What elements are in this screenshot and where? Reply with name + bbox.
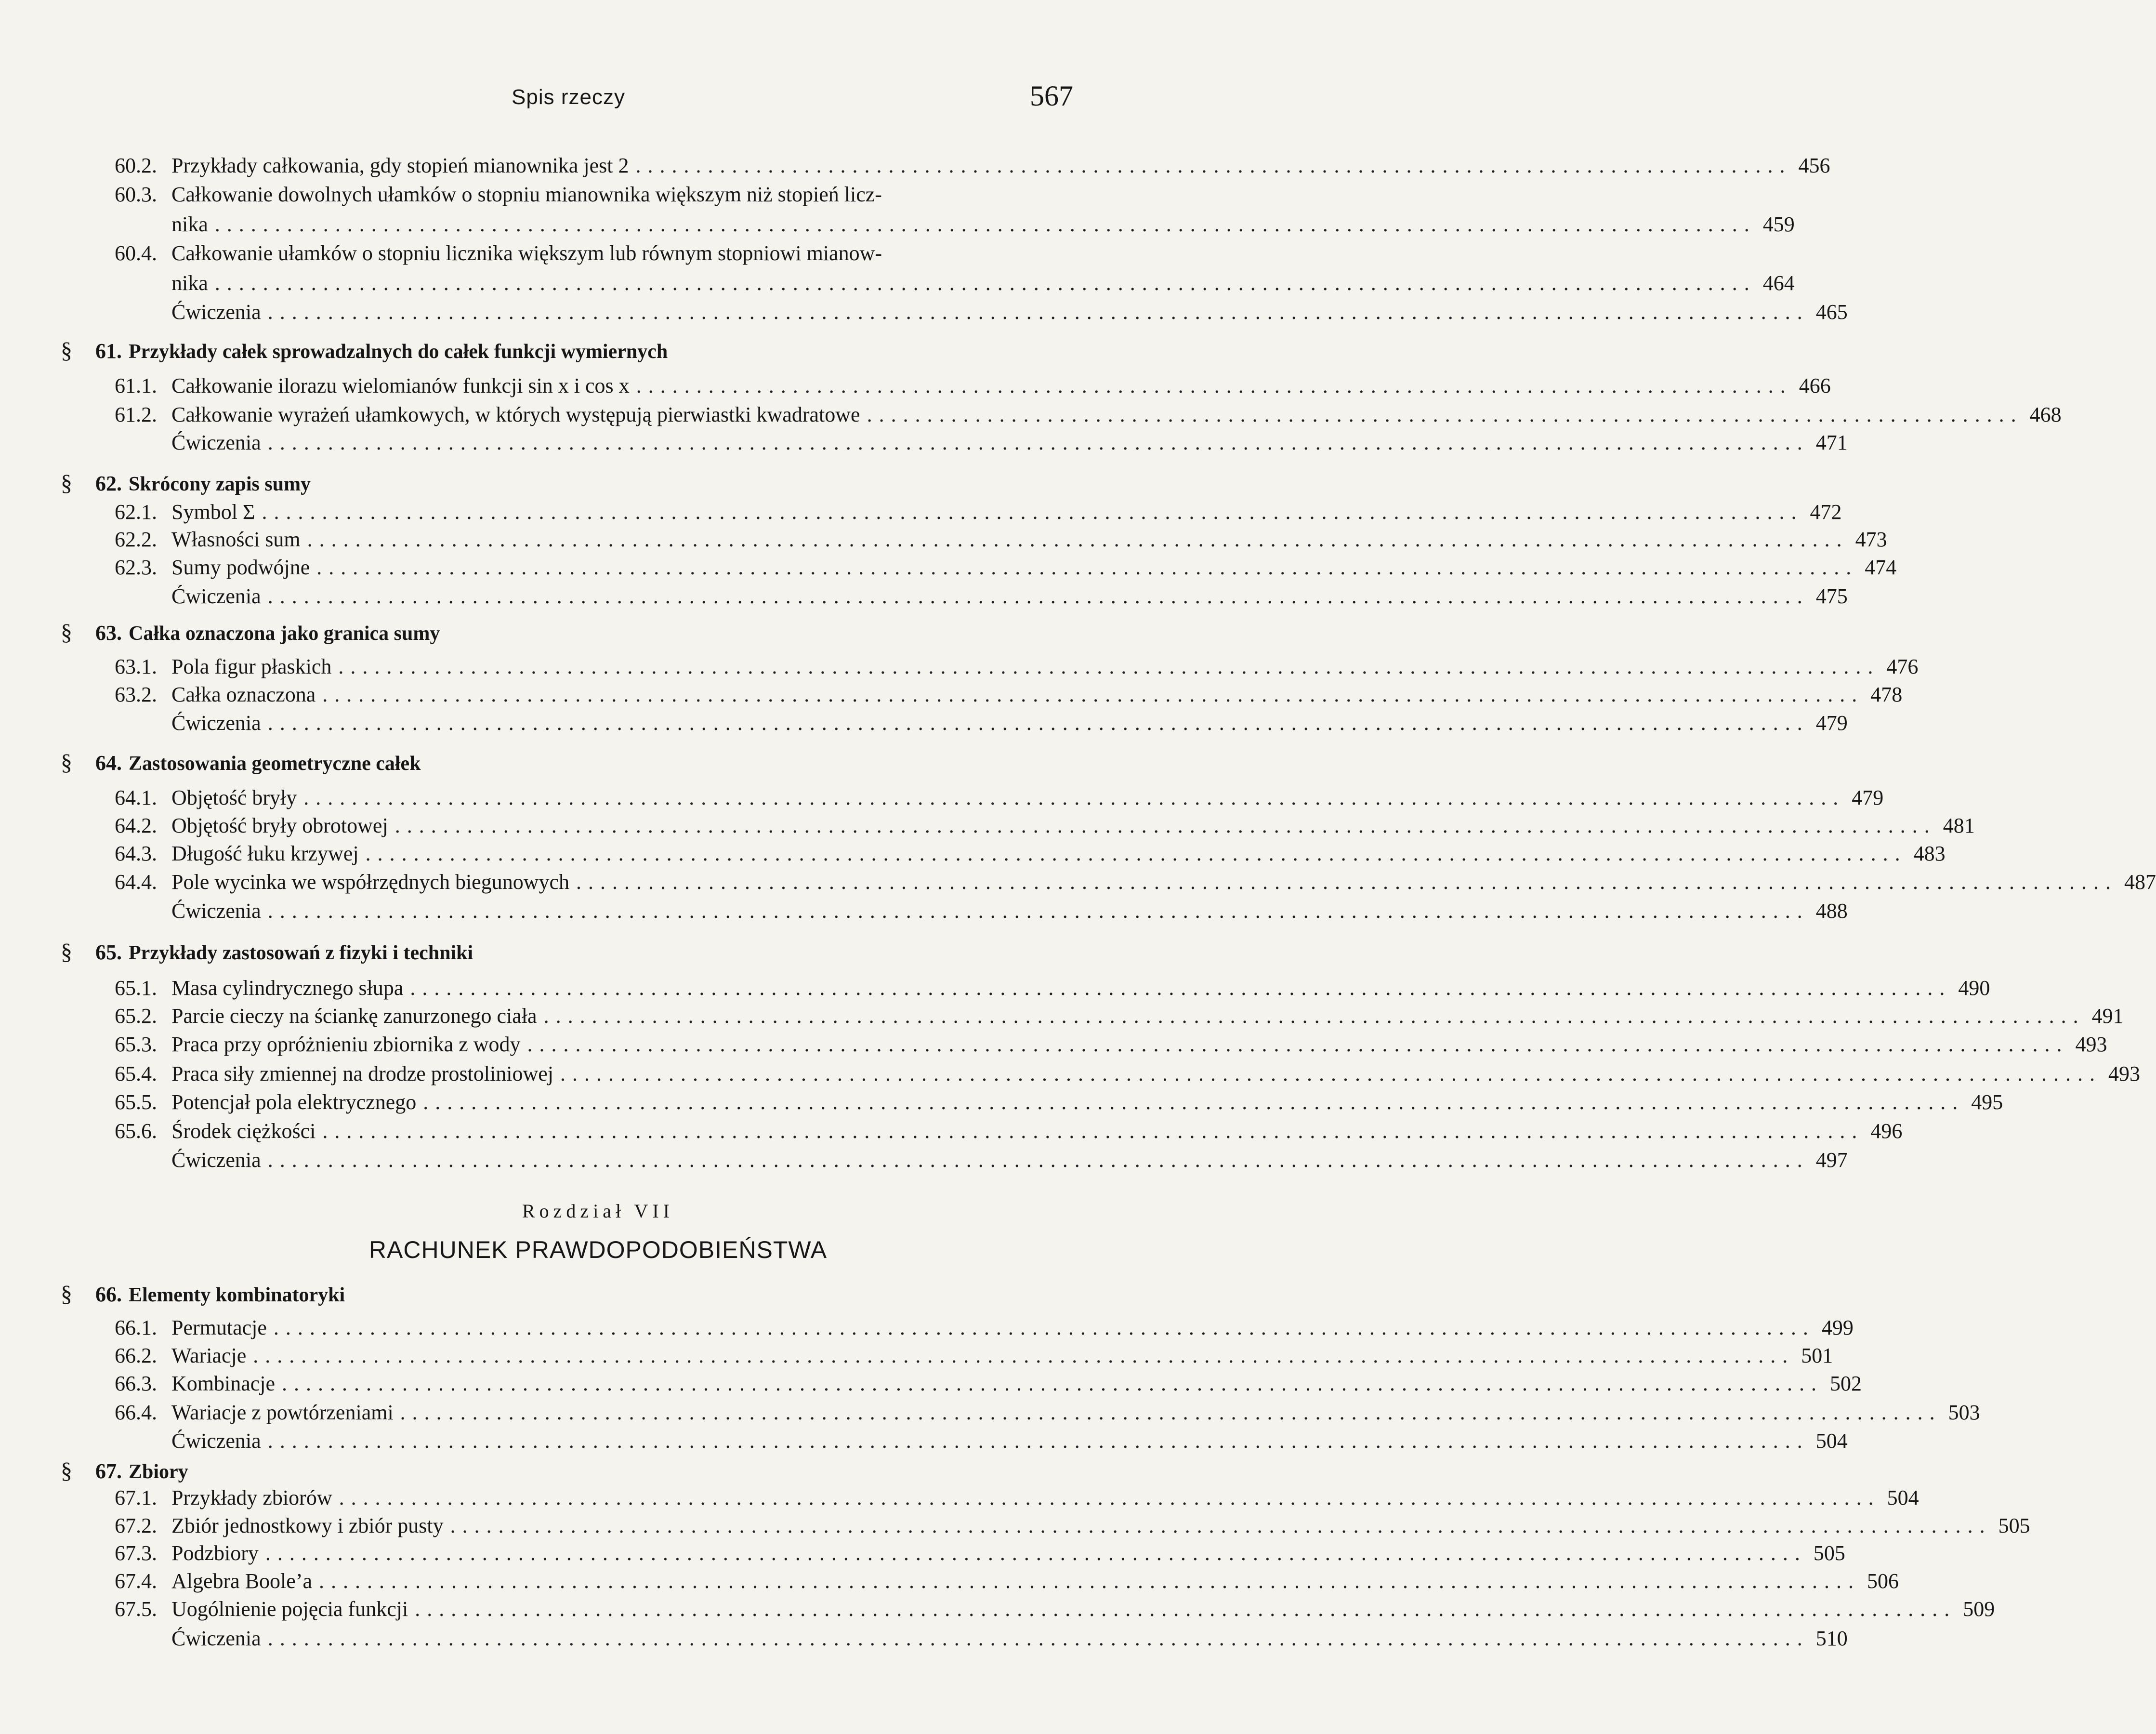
page-ref: 506: [1867, 1569, 1899, 1593]
toc-entry: 65.1. Masa cylindrycznego słupa ................................................................................................................................ 490: [115, 976, 1990, 1000]
page-ref: 476: [1886, 655, 1919, 678]
dot-leader: ................................................................................................................................: [265, 1541, 1807, 1565]
dot-leader: ................................................................................................................................: [394, 814, 1936, 837]
section-symbol: §: [61, 470, 72, 496]
dot-leader: ................................................................................................: [635, 154, 1792, 177]
page-ref: 465: [1815, 300, 1848, 324]
page-number: 567: [1030, 80, 1073, 112]
toc-entry: 65.3. Praca przy opróżnieniu zbiornika z wody ................................................................................................................................ 493: [115, 1032, 2107, 1056]
toc-entry: 67.4. Algebra Boole’a ................................................................................................................................ 506: [115, 1569, 1899, 1593]
page-ref: 499: [1821, 1316, 1854, 1339]
dot-leader: ................................................................................................................................: [267, 1429, 1809, 1453]
dot-leader: ................................................................................................................................: [339, 1486, 1880, 1509]
section-symbol: §: [61, 338, 72, 363]
dot-leader: ................................................................................................................................: [267, 584, 1809, 608]
dot-leader: ................................................................................................................................: [282, 1372, 1824, 1395]
section-symbol: §: [61, 750, 72, 775]
toc-entry: 63.2. Całka oznaczona ................................................................................................................................ 478: [115, 683, 1903, 706]
page-ref: 481: [1943, 814, 1975, 837]
section-symbol: §: [61, 1281, 72, 1307]
toc-entry: 61.2. Całkowanie wyrażeń ułamkowych, w których występują pierwiastki kwadratowe ................................................................................................ 468: [115, 403, 2062, 426]
page-ref: 505: [1813, 1541, 1845, 1565]
page-ref: 493: [2108, 1062, 2140, 1085]
section-heading: § 64. Zastosowania geometryczne całek: [61, 750, 421, 775]
toc-entry: 60.3. Całkowanie dowolnych ułamków o stopniu mianownika większym niż stopień licz-: [115, 183, 882, 206]
toc-entry: 64.2. Objętość bryły obrotowej ................................................................................................................................ 481: [115, 814, 1975, 837]
toc-exercises: Ćwiczenia ................................................................................................................................ 465: [171, 300, 1848, 324]
toc-entry-continuation: nika ................................................................................................................................ 464: [171, 271, 1795, 295]
page-ref: 488: [1815, 899, 1848, 923]
dot-leader: ................................................................................................................................: [267, 1627, 1809, 1650]
page-ref: 503: [1948, 1401, 1980, 1424]
toc-exercises: Ćwiczenia ................................................................................................................................ 479: [171, 711, 1848, 735]
dot-leader: ................................................................................................................................: [267, 899, 1809, 923]
toc-entry: 66.1. Permutacje ................................................................................................................................ 499: [115, 1316, 1854, 1339]
dot-leader: ................................................................................................................................: [267, 711, 1809, 735]
toc-entry: 67.3. Podzbiory ................................................................................................................................ 505: [115, 1541, 1845, 1565]
toc-entry: 64.3. Długość łuku krzywej ................................................................................................................................ 483: [115, 842, 1946, 865]
toc-exercises: Ćwiczenia ................................................................................................................................ 504: [171, 1429, 1848, 1453]
page-ref: 502: [1830, 1372, 1862, 1395]
toc-entry: 65.6. Środek ciężkości ................................................................................................................................ 496: [115, 1119, 1903, 1143]
page-ref: 474: [1865, 556, 1897, 579]
toc-entry: 65.2. Parcie cieczy na ściankę zanurzonego ciała ................................................................................................................................ 491: [115, 1004, 2124, 1028]
dot-leader: ................................................................................................................................: [415, 1597, 1957, 1621]
toc-entry: 67.1. Przykłady zbiorów ................................................................................................................................ 504: [115, 1486, 1919, 1509]
page-ref: 509: [1963, 1597, 1995, 1621]
toc-exercises: Ćwiczenia ................................................................................................................................ 475: [171, 584, 1848, 608]
dot-leader: ................................................................................................................................: [273, 1316, 1815, 1339]
toc-exercises: Ćwiczenia ................................................................................................................................ 488: [171, 899, 1848, 923]
page-ref: 490: [1958, 976, 1990, 1000]
page-ref: 478: [1870, 683, 1903, 706]
toc-entry-continuation: nika ................................................................................................................................ 459: [171, 212, 1795, 236]
toc-entry: 60.2. Przykłady całkowania, gdy stopień mianownika jest 2 ................................................................................................ 456: [115, 154, 1830, 177]
toc-entry: 67.5. Uogólnienie pojęcia funkcji ................................................................................................................................ 509: [115, 1597, 1995, 1621]
page-ref: 464: [1762, 271, 1795, 295]
page-ref: 456: [1798, 154, 1830, 177]
toc-entry: 66.4. Wariacje z powtórzeniami ................................................................................................................................ 503: [115, 1401, 1980, 1424]
page-ref: 497: [1815, 1148, 1848, 1172]
dot-leader: ................................................................................................................................: [267, 300, 1809, 324]
dot-leader: ................................................................................................................................: [410, 976, 1952, 1000]
page-ref: 504: [1887, 1486, 1919, 1509]
page-ref: 471: [1815, 431, 1848, 454]
toc-entry: 65.5. Potencjał pola elektrycznego ................................................................................................................................ 495: [115, 1090, 2003, 1114]
page-ref: 505: [1998, 1514, 2030, 1537]
dot-leader: ................................................................................................................................: [316, 556, 1858, 579]
toc-entry: 66.2. Wariacje ................................................................................................................................ 501: [115, 1344, 1833, 1367]
page-ref: 504: [1815, 1429, 1848, 1453]
page-ref: 475: [1815, 584, 1848, 608]
dot-leader: ................................................................................................................................: [322, 1119, 1864, 1143]
section-heading: § 61. Przykłady całek sprowadzalnych do całek funkcji wymiernych: [61, 338, 668, 363]
dot-leader: ................................................................................................: [867, 403, 2023, 426]
toc-entry: 62.3. Sumy podwójne ................................................................................................................................ 474: [115, 556, 1897, 579]
dot-leader: ................................................................................................................................: [576, 870, 2118, 894]
dot-leader: ................................................................................................................................: [267, 1148, 1809, 1172]
toc-entry: 67.2. Zbiór jednostkowy i zbiór pusty ................................................................................................................................ 505: [115, 1514, 2030, 1537]
chapter-title: RACHUNEK PRAWDOPODOBIEŃSTWA: [368, 1236, 828, 1263]
toc-entry: 62.2. Własności sum ................................................................................................................................ 473: [115, 528, 1887, 551]
page-ref: 495: [1971, 1090, 2003, 1114]
dot-leader: ................................................................................................................................: [338, 655, 1880, 678]
dot-leader: ................................................................................................................................: [400, 1401, 1942, 1424]
toc-entry: 64.4. Pole wycinka we współrzędnych biegunowych ................................................................................................................................ 487: [115, 870, 2156, 894]
page-ref: 491: [2091, 1004, 2124, 1028]
toc-entry: 62.1. Symbol Σ ................................................................................................................................ 472: [115, 500, 1842, 524]
toc-entry: 66.3. Kombinacje ................................................................................................................................ 502: [115, 1372, 1862, 1395]
section-symbol: §: [61, 1458, 72, 1483]
dot-leader: ................................................................................................................................: [307, 528, 1849, 551]
toc-entry: 60.4. Całkowanie ułamków o stopniu licznika większym lub równym stopniowi mianow-: [115, 241, 882, 265]
page-ref: 479: [1852, 786, 1884, 809]
dot-leader: ................................................................................................................................: [253, 1344, 1795, 1367]
page-ref: 483: [1913, 842, 1946, 865]
section-heading: § 66. Elementy kombinatoryki: [61, 1281, 345, 1307]
dot-leader: ................................................................................................................................: [450, 1514, 1992, 1537]
dot-leader: ................................................................................................................................: [214, 212, 1756, 236]
dot-leader: ................................................................................................................................: [303, 786, 1845, 809]
running-head-title: Spis rzeczy: [512, 85, 625, 109]
page-ref: 496: [1870, 1119, 1903, 1143]
toc-entry: 65.4. Praca siły zmiennej na drodze prostoliniowej ................................................................................................................................ 493: [115, 1062, 2140, 1085]
section-symbol: §: [61, 620, 72, 645]
page-ref: 468: [2029, 403, 2062, 426]
page-ref: 493: [2075, 1032, 2107, 1056]
dot-leader: ................................................................................................................................: [527, 1032, 2069, 1056]
page-ref: 510: [1815, 1627, 1848, 1650]
section-heading: § 65. Przykłady zastosowań z fizyki i techniki: [61, 939, 473, 965]
dot-leader: ................................................................................................................................: [423, 1090, 1965, 1114]
running-head: [0, 79, 1196, 118]
chapter-label: Rozdział VII: [522, 1200, 674, 1222]
dot-leader: ................................................................................................................................: [214, 271, 1756, 295]
page-ref: 501: [1801, 1344, 1833, 1367]
section-heading: § 62. Skrócony zapis sumy: [61, 470, 311, 496]
dot-leader: ................................................................................................................................: [262, 500, 1803, 524]
section-heading: § 67. Zbiory: [61, 1458, 188, 1483]
dot-leader: ................................................................................................: [636, 374, 1792, 397]
page-ref: 459: [1762, 212, 1795, 236]
page-ref: 466: [1799, 374, 1831, 397]
page-ref: 487: [2124, 870, 2156, 894]
dot-leader: ................................................................................................................................: [267, 431, 1809, 454]
section-symbol: §: [61, 939, 72, 965]
dot-leader: ................................................................................................................................: [319, 1569, 1860, 1593]
dot-leader: ................................................................................................................................: [560, 1062, 2102, 1085]
toc-exercises: Ćwiczenia ................................................................................................................................ 497: [171, 1148, 1848, 1172]
page-ref: 473: [1855, 528, 1887, 551]
toc-exercises: Ćwiczenia ................................................................................................................................ 510: [171, 1627, 1848, 1650]
page-ref: 472: [1810, 500, 1842, 524]
toc-entry: 63.1. Pola figur płaskich ................................................................................................................................ 476: [115, 655, 1919, 678]
dot-leader: ................................................................................................................................: [322, 683, 1864, 706]
toc-exercises: Ćwiczenia ................................................................................................................................ 471: [171, 431, 1848, 454]
dot-leader: ................................................................................................................................: [543, 1004, 2085, 1028]
dot-leader: ................................................................................................................................: [365, 842, 1907, 865]
section-heading: § 63. Całka oznaczona jako granica sumy: [61, 620, 440, 645]
toc-entry: 61.1. Całkowanie ilorazu wielomianów funkcji sin x i cos x ................................................................................................ 466: [115, 374, 1831, 397]
toc-entry: 64.1. Objętość bryły ................................................................................................................................ 479: [115, 786, 1884, 809]
page-ref: 479: [1815, 711, 1848, 735]
